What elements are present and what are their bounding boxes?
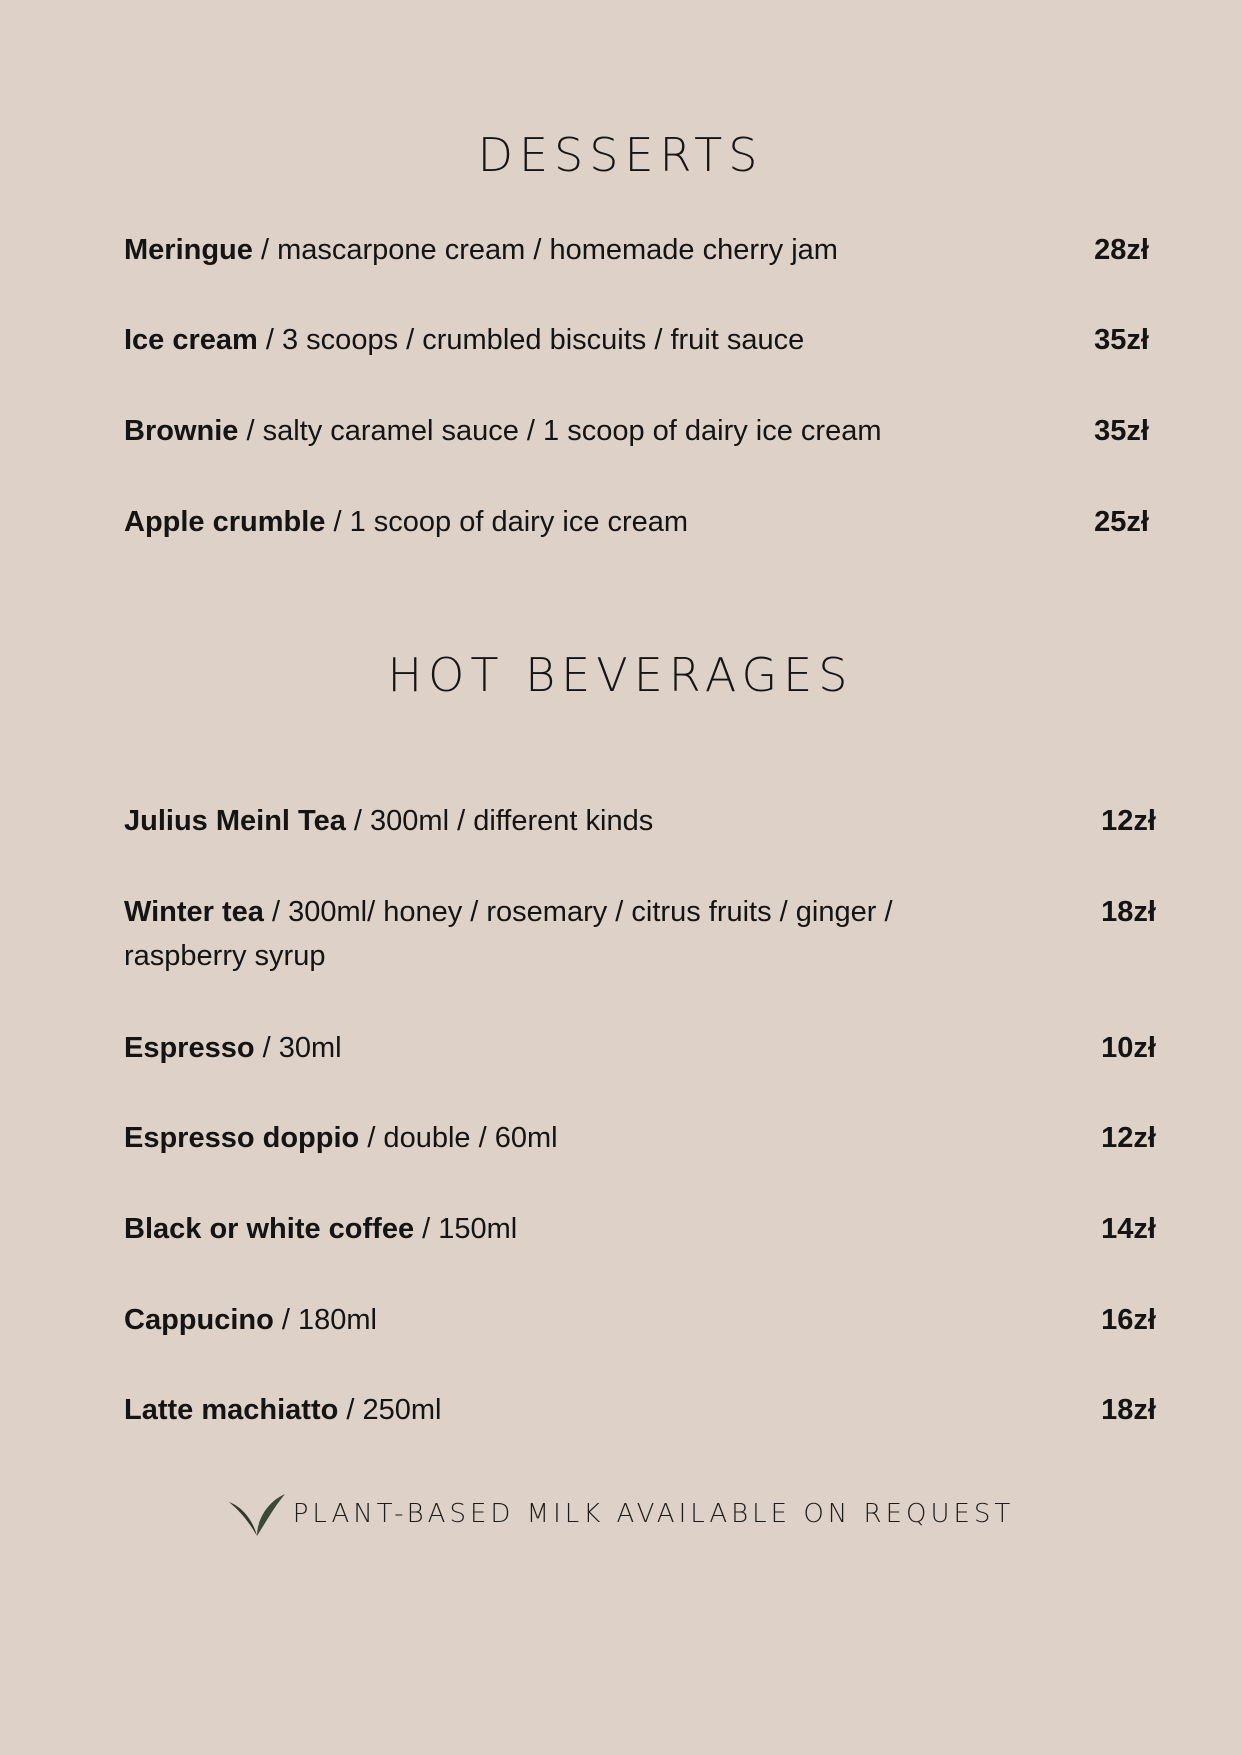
item-description: / 150ml	[414, 1213, 518, 1245]
item-description: / salty caramel sauce / 1 scoop of dairy ice cream	[238, 415, 882, 447]
item-name: Winter tea	[124, 896, 264, 928]
item-price: 18zł	[1101, 1394, 1156, 1426]
beverage-item-cappucino	[124, 1298, 1156, 1342]
item-description: / double / 60ml	[359, 1122, 558, 1154]
item-description: / 250ml	[338, 1394, 442, 1426]
beverage-item-espresso-doppio	[124, 1116, 1156, 1160]
item-price: 25zł	[1094, 506, 1149, 538]
item-description: / 3 scoops / crumbled biscuits / fruit sauce	[257, 324, 805, 356]
item-description: / 300ml / different kinds	[345, 805, 654, 837]
item-price: 28zł	[1094, 234, 1149, 266]
item-price: 18zł	[1101, 896, 1156, 928]
item-description: / mascarpone cream / homemade cherry jam	[252, 234, 838, 266]
item-description: / 30ml	[254, 1032, 342, 1064]
plant-milk-note-text: PLANT-BASED MILK AVAILABLE ON REQUEST	[292, 1499, 1015, 1529]
item-price: 35zł	[1094, 324, 1149, 356]
item-description: / 180ml	[273, 1304, 378, 1336]
dessert-item-brownie	[124, 409, 1149, 453]
item-name: Apple crumble	[124, 506, 326, 538]
item-description: / 1 scoop of dairy ice cream	[325, 506, 689, 538]
desserts-heading: DESSERTS	[477, 128, 764, 182]
item-name: Espresso doppio	[124, 1122, 360, 1154]
item-name: Cappucino	[124, 1304, 274, 1336]
plant-milk-note	[0, 1490, 1241, 1538]
item-name: Espresso	[124, 1032, 255, 1064]
beverage-item-julius-meinl-tea	[124, 799, 1156, 843]
dessert-item-ice-cream	[124, 318, 1149, 362]
item-name: Latte machiatto	[124, 1394, 339, 1426]
item-name: Black or white coffee	[124, 1213, 415, 1245]
item-name: Julius Meinl Tea	[124, 805, 346, 837]
leaf-icon	[227, 1490, 287, 1538]
hot-beverages-heading: HOT BEVERAGES	[387, 648, 854, 702]
item-price: 16zł	[1101, 1304, 1156, 1336]
item-name: Brownie	[124, 415, 239, 447]
beverage-item-black-or-white-coffee	[124, 1207, 1156, 1251]
item-price: 12zł	[1101, 805, 1156, 837]
item-price: 10zł	[1101, 1032, 1156, 1064]
item-price: 12zł	[1101, 1122, 1156, 1154]
dessert-item-apple-crumble	[124, 500, 1149, 544]
beverage-item-latte-machiatto	[124, 1388, 1156, 1432]
item-name: Ice cream	[124, 324, 258, 356]
beverage-item-espresso	[124, 1026, 1156, 1070]
item-description: / 300ml/ honey / rosemary / citrus fruits / ginger / raspberry syrup	[124, 896, 893, 972]
beverage-item-winter-tea	[124, 890, 1156, 978]
item-name: Meringue	[124, 234, 253, 266]
dessert-item-meringue	[124, 228, 1149, 272]
item-price: 35zł	[1094, 415, 1149, 447]
item-price: 14zł	[1101, 1213, 1156, 1245]
